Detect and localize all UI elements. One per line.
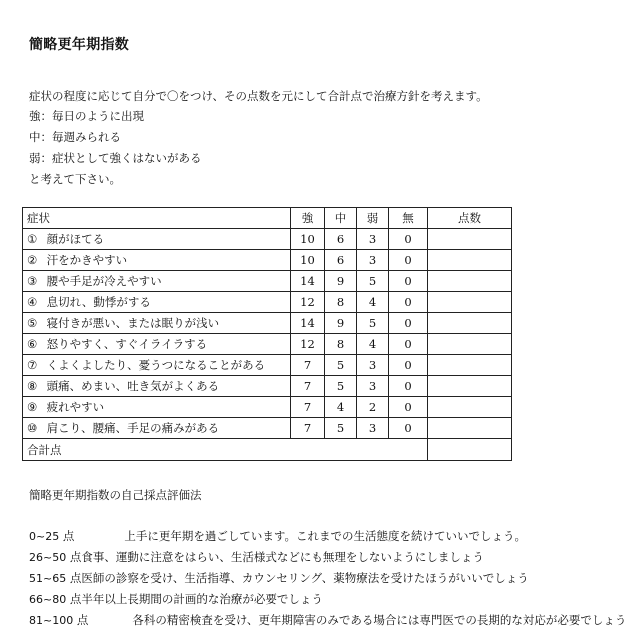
header-medium: 中 (325, 208, 357, 229)
table-row (23, 376, 512, 397)
medium-value[interactable]: 5 (325, 355, 357, 376)
intro-line: と考えて下さい。 (29, 172, 121, 186)
symptom-cell (23, 334, 291, 355)
row-number: ⑩ (27, 421, 38, 435)
medium-value[interactable]: 9 (325, 313, 357, 334)
symptom-cell (23, 418, 291, 439)
weak-value[interactable]: 3 (357, 418, 389, 439)
eval-range: 51~65 (29, 572, 67, 585)
weak-value[interactable]: 3 (357, 355, 389, 376)
table-row (23, 229, 512, 250)
symptom-cell (23, 313, 291, 334)
none-value[interactable]: 0 (389, 313, 428, 334)
eval-range: 0~25 (29, 530, 60, 543)
score-cell[interactable] (428, 250, 512, 271)
medium-value[interactable]: 4 (325, 397, 357, 418)
eval-text: 食事、運動に注意をはらい、生活様式などにも無理をしないようにしましょう (81, 550, 484, 564)
eval-unit: 点 (76, 613, 89, 627)
score-cell[interactable] (428, 376, 512, 397)
weak-value[interactable]: 3 (357, 250, 389, 271)
header-symptom: 症状 (23, 208, 291, 229)
intro-line: 中：毎週みられる (29, 130, 121, 144)
none-value[interactable]: 0 (389, 229, 428, 250)
table-row (23, 418, 512, 439)
symptom-cell (23, 376, 291, 397)
score-cell[interactable] (428, 355, 512, 376)
score-cell[interactable] (428, 292, 512, 313)
strong-value[interactable]: 7 (291, 376, 325, 397)
symptom-cell (23, 250, 291, 271)
none-value[interactable]: 0 (389, 250, 428, 271)
eval-range: 26~50 (29, 551, 67, 564)
none-value[interactable]: 0 (389, 355, 428, 376)
symptom-text: 頭痛、めまい、吐き気がよくある (46, 379, 220, 393)
medium-value[interactable]: 5 (325, 376, 357, 397)
total-score-cell[interactable] (428, 439, 512, 461)
eval-text: 医師の診察を受け、生活指導、カウンセリング、薬物療法を受けたほうがいいでしょう (81, 571, 529, 585)
score-cell[interactable] (428, 418, 512, 439)
score-cell[interactable] (428, 271, 512, 292)
none-value[interactable]: 0 (389, 334, 428, 355)
none-value[interactable]: 0 (389, 397, 428, 418)
header-score: 点数 (428, 208, 512, 229)
header-none: 無 (389, 208, 428, 229)
header-weak: 弱 (357, 208, 389, 229)
eval-range: 81~100 (29, 614, 74, 627)
symptom-text: 寝付きが悪い、または眠りが浅い (46, 316, 220, 330)
eval-unit: 点 (69, 550, 82, 564)
symptom-cell (23, 229, 291, 250)
row-number: ⑨ (27, 400, 38, 414)
weak-value[interactable]: 4 (357, 292, 389, 313)
medium-value[interactable]: 6 (325, 250, 357, 271)
intro-line: 弱：症状として強くはないがある (29, 151, 202, 165)
table-row (23, 397, 512, 418)
symptom-text: 息切れ、動悸がする (46, 295, 151, 309)
medium-value[interactable]: 8 (325, 292, 357, 313)
table-row (23, 292, 512, 313)
row-number: ⑥ (27, 337, 38, 351)
page-title: 簡略更年期指数 (29, 37, 130, 53)
score-cell[interactable] (428, 313, 512, 334)
row-number: ⑦ (27, 358, 38, 372)
weak-value[interactable]: 4 (357, 334, 389, 355)
strong-value[interactable]: 10 (291, 250, 325, 271)
eval-unit: 点 (62, 529, 75, 543)
strong-value[interactable]: 7 (291, 355, 325, 376)
symptom-cell (23, 355, 291, 376)
eval-text: 半年以上長期間の計画的な治療が必要でしょう (81, 592, 323, 606)
medium-value[interactable]: 9 (325, 271, 357, 292)
strong-value[interactable]: 12 (291, 334, 325, 355)
table-row (23, 271, 512, 292)
row-number: ① (27, 232, 38, 246)
intro-line: 強：毎日のように出現 (29, 109, 144, 123)
row-number: ④ (27, 295, 38, 309)
symptom-text: 肩こり、腰痛、手足の痛みがある (46, 421, 220, 435)
eval-text: 各科の精密検査を受け、更年期障害のみである場合には専門医での長期的な対応が必要でしょう (132, 613, 627, 627)
strong-value[interactable]: 10 (291, 229, 325, 250)
total-label: 合計点 (23, 439, 428, 461)
weak-value[interactable]: 5 (357, 271, 389, 292)
strong-value[interactable]: 14 (291, 313, 325, 334)
strong-value[interactable]: 12 (291, 292, 325, 313)
none-value[interactable]: 0 (389, 376, 428, 397)
total-row (23, 439, 512, 461)
symptom-text: 顔がほてる (46, 232, 105, 246)
score-cell[interactable] (428, 397, 512, 418)
symptom-cell (23, 271, 291, 292)
symptom-text: くよくよしたり、憂うつになることがある (46, 358, 266, 372)
none-value[interactable]: 0 (389, 292, 428, 313)
medium-value[interactable]: 5 (325, 418, 357, 439)
evaluation-item (29, 570, 529, 586)
symptom-cell (23, 292, 291, 313)
table-row (23, 313, 512, 334)
none-value[interactable]: 0 (389, 418, 428, 439)
evaluation-item (29, 528, 526, 544)
header-strong: 強 (291, 208, 325, 229)
strong-value[interactable]: 14 (291, 271, 325, 292)
eval-text: 上手に更年期を過ごしています。これまでの生活態度を続けていいでしょう。 (124, 529, 526, 543)
score-cell[interactable] (428, 229, 512, 250)
weak-value[interactable]: 3 (357, 229, 389, 250)
table-row (23, 334, 512, 355)
strong-value[interactable]: 7 (291, 418, 325, 439)
weak-value[interactable]: 5 (357, 313, 389, 334)
weak-value[interactable]: 3 (357, 376, 389, 397)
table-header-row (23, 208, 512, 229)
weak-value[interactable]: 2 (357, 397, 389, 418)
symptom-text: 疲れやすい (46, 400, 105, 414)
evaluation-item (29, 612, 626, 628)
table-row (23, 355, 512, 376)
medium-value[interactable]: 8 (325, 334, 357, 355)
eval-unit: 点 (69, 592, 82, 606)
symptom-text: 怒りやすく、すぐイライラする (46, 337, 208, 351)
symptom-text: 腰や手足が冷えやすい (46, 274, 162, 288)
row-number: ⑤ (27, 316, 38, 330)
intro-line: 症状の程度に応じて自分で〇をつけ、その点数を元にして合計点で治療方針を考えます。 (29, 89, 488, 103)
evaluation-item (29, 591, 323, 607)
eval-unit: 点 (69, 571, 82, 585)
symptom-table (22, 207, 512, 461)
none-value[interactable]: 0 (389, 271, 428, 292)
symptom-text: 汗をかきやすい (46, 253, 128, 267)
evaluation-title: 簡略更年期指数の自己採点評価法 (29, 488, 202, 502)
row-number: ③ (27, 274, 38, 288)
strong-value[interactable]: 7 (291, 397, 325, 418)
symptom-cell (23, 397, 291, 418)
score-cell[interactable] (428, 334, 512, 355)
row-number: ⑧ (27, 379, 38, 393)
eval-range: 66~80 (29, 593, 67, 606)
medium-value[interactable]: 6 (325, 229, 357, 250)
evaluation-item (29, 549, 484, 565)
table-row (23, 250, 512, 271)
row-number: ② (27, 253, 38, 267)
